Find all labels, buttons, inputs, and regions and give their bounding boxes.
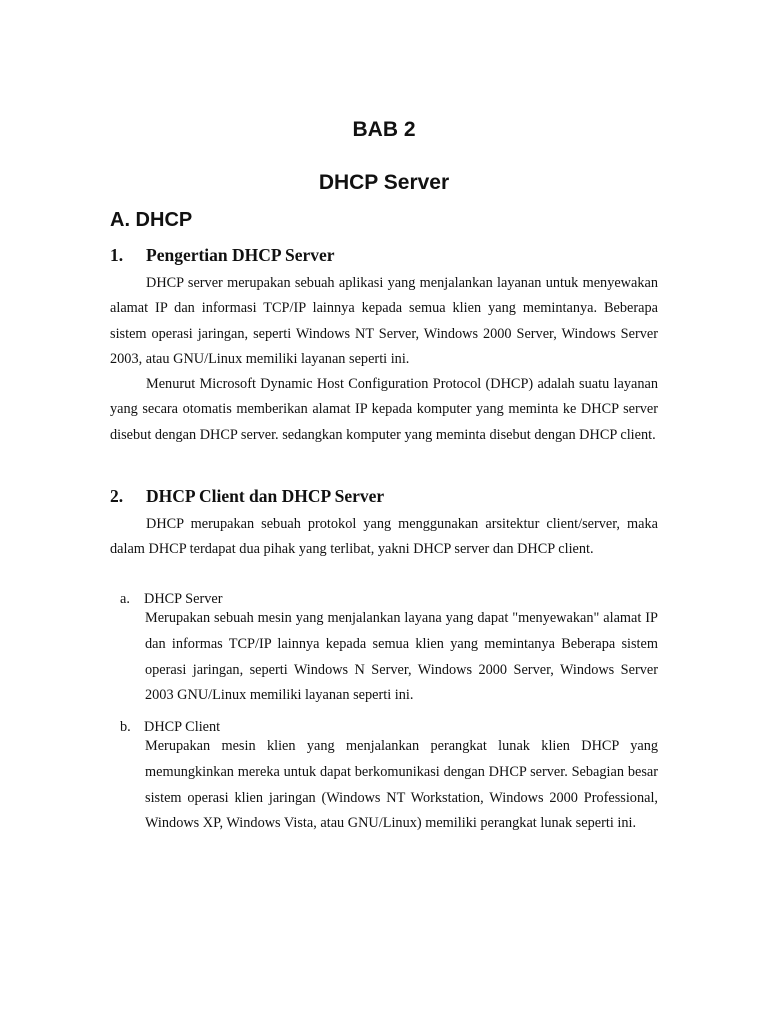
subsection-heading-2 [110,486,384,507]
list-item-title: DHCP Server [144,591,223,607]
list-item-label: b. [120,719,131,735]
paragraph-definition: DHCP server merupakan sebuah aplikasi yang menjalankan layanan untuk menyewakan alamat IP dan informasi TCP/IP lainnya kepada semua klien yang memintanya. Beberapa sistem operasi jaringan, seperti Windows NT Server, Windows 2000 Server, Windows Server 2003, atau GNU/Linux memiliki layanan seperti ini. [110,275,658,367]
paragraph-microsoft: Menurut Microsoft Dynamic Host Configuration Protocol (DHCP) adalah suatu layanan yang secara otomatis memberikan alamat IP kepada komputer yang meminta ke DHCP server disebut dengan DHCP server. sedangkan komputer yang meminta disebut dengan DHCP client. [110,376,658,443]
chapter-label: BAB 2 [352,118,416,141]
list-item-text-a: Merupakan sebuah mesin yang menjalankan layana yang dapat "menyewakan" alamat IP dan informas TCP/IP lainnya kepada semua klien yang memintanya Beberapa sistem operasi jaringan, seperti Windows N Server, Windows 2000 Server, Windows Server 2003 GNU/Linux memiliki layanan seperti ini. [145,610,658,704]
subsection-title: Pengertian DHCP Server [146,245,335,265]
list-item-label: a. [120,591,130,607]
chapter-title: DHCP Server [318,171,450,194]
paragraph-client-server: DHCP merupakan sebuah protokol yang menggunakan arsitektur client/server, maka dalam DHCP terdapat dua pihak yang terlibat, yakni DHCP server dan DHCP client. [110,516,658,558]
list-item-title: DHCP Client [144,719,221,735]
subsection-title: DHCP Client dan DHCP Server [146,486,385,506]
subsection-number: 1. [110,245,124,265]
section-heading-a: A. DHCP [110,209,193,231]
subsection-number: 2. [110,486,124,506]
subsection-heading-1 [110,245,335,266]
list-item-text-b: Merupakan mesin klien yang menjalankan perangkat lunak klien DHCP yang memungkinkan mereka untuk dapat berkomunikasi dengan DHCP server. Sebagian besar sistem operasi klien jaringan (Windows NT Workstation, Windows 2000 Professional, Windows XP, Windows Vista, atau GNU/Linux) memiliki perangkat lunak seperti ini. [145,738,658,832]
